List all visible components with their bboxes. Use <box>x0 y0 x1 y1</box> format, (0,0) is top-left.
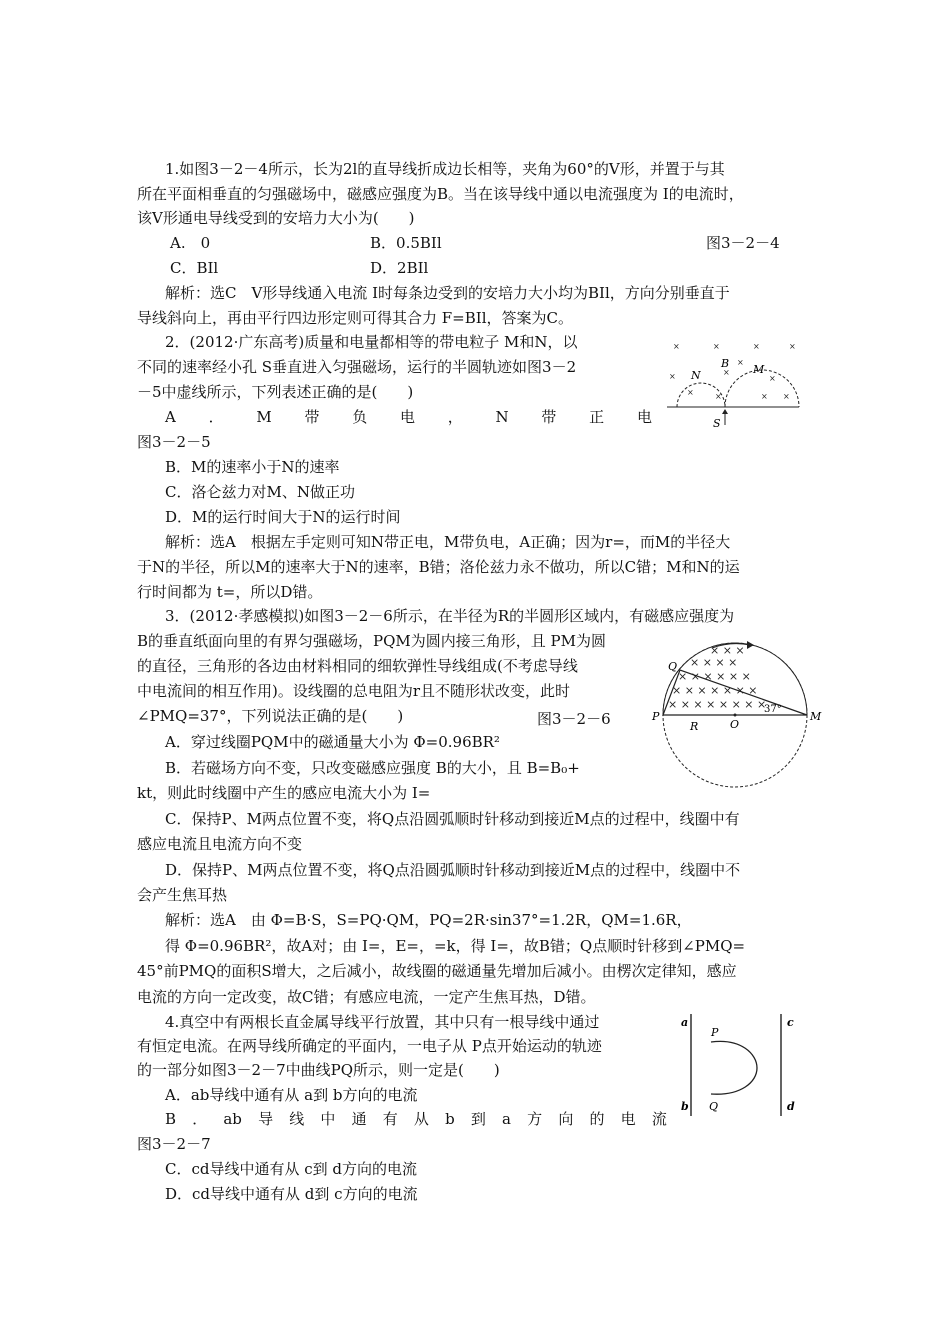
q2-line3: －5中虚线所示，下列表述正确的是( ) <box>137 383 414 401</box>
label-angle: 37° <box>764 704 782 715</box>
q2-line1: 2．(2012·广东高考)质量和电量都相等的带电粒子 M和N，以 <box>165 333 578 351</box>
figure-3-2-6-semicircle-field <box>650 630 820 815</box>
q2-solution-1: 解析：选A 根据左手定则可知N带正电，M带负电，A正确；因为r=，而M的半径大 <box>165 533 731 551</box>
label-b: B <box>721 357 730 370</box>
svg-text:×: × <box>737 358 744 367</box>
label-o: O <box>730 718 740 731</box>
q2-a-word: A <box>165 408 176 426</box>
q4-b-word: 通 <box>351 1110 367 1128</box>
q3-option-b-1: B．若磁场方向不变，只改变磁感应强度 B的大小，且 B=B₀+ <box>165 759 580 777</box>
q4-line2: 有恒定电流。在两导线所确定的平面内，一电子从 P点开始运动的轨迹 <box>137 1037 602 1055</box>
q2-a-word: 电 <box>400 408 416 426</box>
q1-solution-1: 解析：选C V形导线通入电流 I时每条边受到的安培力大小均为BIl，方向分别垂直于 <box>165 284 730 302</box>
q3-option-c-1: C．保持P、M两点位置不变，将Q点沿圆弧顺时针移动到接近M点的过程中，线圈中有 <box>165 810 740 828</box>
label-r: R <box>690 720 699 733</box>
svg-text:×: × <box>723 368 730 377</box>
q4-option-a: A．ab导线中通有从 a到 b方向的电流 <box>165 1086 418 1104</box>
svg-text:× × × × × × ×: × × × × × × × <box>672 684 758 697</box>
svg-text:×: × <box>673 342 680 351</box>
figure-3-2-5-magnetic-field <box>665 335 805 430</box>
q1-solution-2: 导线斜向上，再由平行四边形定则可得其合力 F=BIl，答案为C。 <box>137 309 573 327</box>
label-c: c <box>787 1016 794 1029</box>
label-q: Q <box>668 660 678 673</box>
q2-line2: 不同的速率经小孔 S垂直进入匀强磁场，运行的半圆轨迹如图3－2 <box>137 358 577 376</box>
q2-a-word: N <box>495 408 509 426</box>
svg-text:×: × <box>789 342 796 351</box>
q2-a-word: 电 <box>636 408 652 426</box>
q3-solution-1: 解析：选A 由 Φ=B·S，S=PQ·QM，PQ=2R·sin37°=1.2R，QM=1.6R， <box>165 911 692 929</box>
q1-line1: 1.如图3－2－4所示，长为2l的直导线折成边长相等，夹角为60°的V形，并置于与其 <box>165 160 725 178</box>
q4-line3: 的一部分如图3－2－7中曲线PQ所示，则一定是( ) <box>137 1061 500 1079</box>
q1-option-c: C．BIl <box>170 259 219 277</box>
q4-option-d: D．cd导线中通有从 d到 c方向的电流 <box>165 1185 418 1203</box>
q3-line3: 的直径，三角形的各边由材料相同的细软弹性导线组成(不考虑导线 <box>137 657 578 675</box>
svg-text:× × ×: × × × <box>710 644 745 657</box>
figure-3-2-7-parallel-wires <box>675 1010 805 1122</box>
q4-b-word: 从 <box>413 1110 429 1128</box>
q4-b-word: 有 <box>382 1110 398 1128</box>
field-cross-marks <box>669 342 796 401</box>
q1-option-b: B．0.5BIl <box>370 234 442 252</box>
q4-b-word: ab <box>223 1110 242 1128</box>
label-p: P <box>652 710 660 723</box>
q4-figure-caption: 图3－2－7 <box>137 1135 211 1153</box>
svg-text:× × × × × ×: × × × × × × <box>678 670 751 683</box>
q3-solution-2: 得 Φ=0.96BR²，故A对；由 I=，E=，=k，得 I=，故B错；Q点顺时针移到∠PMQ= <box>165 937 746 955</box>
q2-option-c: C．洛仑兹力对M、N做正功 <box>165 483 355 501</box>
q4-b-word: a <box>502 1110 511 1128</box>
q3-line5: ∠PMQ=37°，下列说法正确的是( ) <box>137 707 404 725</box>
q4-b-word: 线 <box>289 1110 305 1128</box>
q1-line2: 所在平面相垂直的匀强磁场中，磁感应强度为B。当在该导线中通以电流强度为 I的电流时， <box>137 185 744 203</box>
q2-a-word: ， <box>447 408 463 426</box>
svg-text:×: × <box>713 342 720 351</box>
q4-b-word: 流 <box>651 1110 667 1128</box>
q2-a-word: 带 <box>304 408 320 426</box>
q2-option-d: D．M的运行时间大于N的运行时间 <box>165 508 401 526</box>
q4-b-word: B <box>165 1110 177 1128</box>
q4-b-word: 方 <box>527 1110 543 1128</box>
q3-option-d-1: D．保持P、M两点位置不变，将Q点沿圆弧顺时针移动到接近M点的过程中，线圈中不 <box>165 861 741 879</box>
q4-line1: 4.真空中有两根长直金属导线平行放置，其中只有一根导线中通过 <box>165 1013 600 1031</box>
q4-option-c: C．cd导线中通有从 c到 d方向的电流 <box>165 1160 418 1178</box>
q4-b-word: 的 <box>589 1110 605 1128</box>
label-q: Q <box>709 1100 719 1113</box>
q1-line3: 该V形通电导线受到的安培力大小为( ) <box>137 209 415 227</box>
label-m: M <box>810 710 822 723</box>
q2-a-word: 带 <box>541 408 557 426</box>
q1-figure-caption: 图3－2－4 <box>706 234 780 252</box>
svg-text:× × × ×: × × × × <box>690 656 738 669</box>
q2-figure-caption: 图3－2－5 <box>137 433 211 451</box>
q4-b-word: 导 <box>258 1110 274 1128</box>
q2-a-word: 正 <box>589 408 605 426</box>
q2-a-word: 负 <box>352 408 368 426</box>
q2-a-word: M <box>256 408 272 426</box>
q4-b-word: 到 <box>470 1110 486 1128</box>
trajectory-pq <box>711 1041 757 1094</box>
label-b: b <box>681 1100 689 1113</box>
arrow-head-icon <box>722 409 728 414</box>
label-d: d <box>787 1100 795 1113</box>
q3-solution-4: 电流的方向一定改变，故C错；有感应电流，一定产生焦耳热，D错。 <box>137 988 596 1006</box>
svg-text:×: × <box>669 372 676 381</box>
label-a: a <box>681 1016 689 1029</box>
q3-solution-3: 45°前PMQ的面积S增大，之后减小，故线圈的磁通量先增加后减小。由楞次定律知，感应 <box>137 962 737 980</box>
label-m: M <box>753 363 765 376</box>
svg-text:×: × <box>753 342 760 351</box>
q2-a-word: ． <box>208 408 224 426</box>
q2-solution-3: 行时间都为 t=，所以D错。 <box>137 583 323 601</box>
q3-line1: 3．(2012·孝感模拟)如图3－2－6所示，在半径为R的半圆形区域内，有磁感应强度为 <box>165 607 735 625</box>
q4-b-word: 电 <box>620 1110 636 1128</box>
center-point <box>734 714 737 717</box>
q3-option-d-2: 会产生焦耳热 <box>137 886 228 904</box>
q3-figure-caption: 图3－2－6 <box>537 710 611 728</box>
q3-option-a: A．穿过线圈PQM中的磁通量大小为 Φ=0.96BR² <box>165 733 500 751</box>
q3-option-b-2: kt，则此时线圈中产生的感应电流大小为 I= <box>137 784 431 802</box>
q4-b-word: b <box>445 1110 455 1128</box>
svg-text:×: × <box>687 388 694 397</box>
q1-option-d: D．2BIl <box>370 259 429 277</box>
label-n: N <box>691 369 701 382</box>
q4-b-word: 中 <box>320 1110 336 1128</box>
svg-text:× × × × × × × ×: × × × × × × × × <box>668 698 767 711</box>
q4-b-word: ． <box>192 1110 208 1128</box>
label-p: P <box>711 1026 719 1039</box>
q3-line4: 中电流间的相互作用)。设线圈的总电阻为r且不随形状改变，此时 <box>137 682 571 700</box>
q4-b-word: 向 <box>558 1110 574 1128</box>
svg-text:×: × <box>783 392 790 401</box>
q1-option-a: A. 0 <box>170 234 211 252</box>
q2-option-b: B．M的速率小于N的速率 <box>165 458 340 476</box>
svg-text:×: × <box>761 392 768 401</box>
q3-line2: B的垂直纸面向里的有界匀强磁场，PQM为圆内接三角形，且 PM为圆 <box>137 632 606 650</box>
q2-option-a <box>165 405 652 429</box>
q4-option-b <box>165 1107 667 1131</box>
label-s: S <box>713 417 721 430</box>
svg-text:×: × <box>769 374 776 383</box>
q3-option-c-2: 感应电流且电流方向不变 <box>137 835 303 853</box>
svg-text:×: × <box>715 392 722 401</box>
q2-solution-2: 于N的半径，所以M的速率大于N的速率，B错；洛伦兹力永不做功，所以C错；M和N的运 <box>137 558 740 576</box>
